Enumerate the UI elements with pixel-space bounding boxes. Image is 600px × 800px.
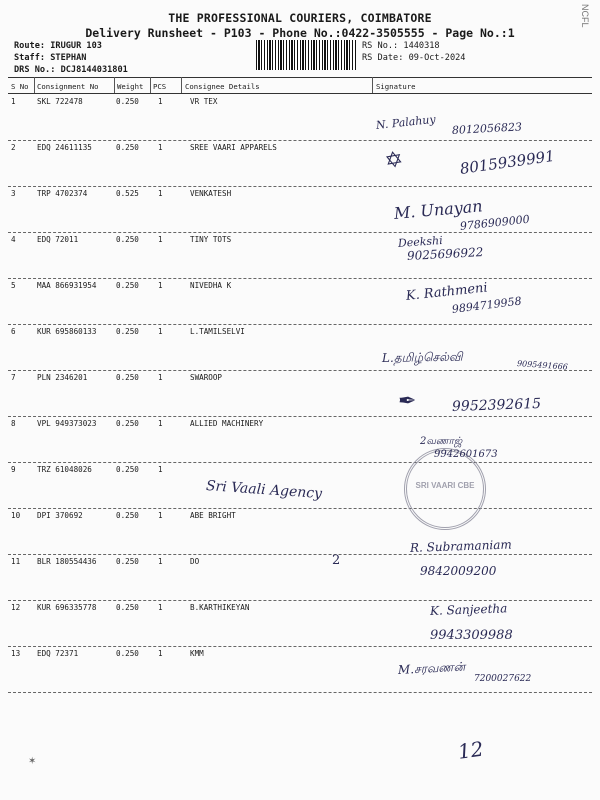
row-weight: 0.525 — [116, 189, 139, 198]
row-weight: 0.250 — [116, 327, 139, 336]
row-consignment: VPL 949373023 — [37, 419, 97, 428]
row-weight: 0.250 — [116, 235, 139, 244]
row-weight: 0.250 — [116, 649, 139, 658]
table-row — [8, 417, 592, 463]
staff-label: Staff: STEPHAN — [14, 53, 87, 63]
phone-row-6: 9095491666 — [516, 359, 569, 372]
signature-row-4: Deekshi — [397, 233, 444, 250]
company-stamp — [404, 448, 486, 530]
row-consignment: KUR 695860133 — [37, 327, 97, 336]
row-sno: 5 — [11, 281, 16, 290]
row-consignee: SWAROOP — [190, 373, 223, 382]
row-consignment: TRZ 61048026 — [37, 465, 92, 474]
row-consignee: VR TEX — [190, 97, 218, 106]
table-top-rule — [8, 77, 592, 78]
company-title: THE PROFESSIONAL COURIERS, COIMBATORE — [168, 11, 432, 25]
row-consignee: VENKATESH — [190, 189, 232, 198]
phone-row-11: 9842009200 — [420, 564, 497, 578]
row-consignee: TINY TOTS — [190, 235, 232, 244]
table-row — [8, 555, 592, 601]
row-consignment: EDQ 72371 — [37, 649, 79, 658]
stamp-text: SRI VAARI CBE — [415, 481, 475, 490]
row-pcs: 1 — [158, 327, 163, 336]
row-consignee: DO — [190, 557, 200, 566]
row-pcs: 1 — [158, 511, 163, 520]
row-consignee: L.TAMILSELVI — [190, 327, 245, 336]
signature-row-8: 2வணாஜ் — [420, 436, 463, 447]
col-consignee: Consignee Details — [185, 82, 260, 91]
row-weight: 0.250 — [116, 419, 139, 428]
row-consignment: EDQ 72011 — [37, 235, 79, 244]
signature-row-9: Sri Vaali Agency — [205, 478, 323, 503]
rs-date: RS Date: 09-Oct-2024 — [362, 53, 466, 63]
row-sno: 11 — [11, 557, 21, 566]
row-pcs: 1 — [158, 235, 163, 244]
table-row — [8, 647, 592, 693]
row-pcs: 1 — [158, 557, 163, 566]
row-weight: 0.250 — [116, 373, 139, 382]
col-signature: Signature — [376, 82, 416, 91]
row-consignee: NIVEDHA K — [190, 281, 232, 290]
scribble-signature-row-2: ✡ — [382, 146, 406, 175]
col-pcs: PCS — [153, 82, 167, 91]
row-sno: 2 — [11, 143, 16, 152]
row-weight: 0.250 — [116, 143, 139, 152]
row-sno: 7 — [11, 373, 16, 382]
phone-row-12: 9943309988 — [430, 628, 513, 643]
table-header-rule — [8, 93, 592, 94]
row-pcs: 1 — [158, 189, 163, 198]
row-pcs: 1 — [158, 649, 163, 658]
row-sno: 8 — [11, 419, 16, 428]
route-label: Route: IRUGUR 103 — [14, 41, 102, 51]
row-pcs: 1 — [158, 281, 163, 290]
margin-mark: NCFL — [580, 4, 590, 28]
col-divider — [372, 77, 373, 93]
rs-number: RS No.: 1440318 — [362, 41, 440, 51]
row-consignment: BLR 180554436 — [37, 557, 97, 566]
row-weight: 0.250 — [116, 97, 139, 106]
row-consignee: B.KARTHIKEYAN — [190, 603, 250, 612]
row-consignment: DPI 370692 — [37, 511, 83, 520]
row-pcs: 1 — [158, 143, 163, 152]
row-sno: 3 — [11, 189, 16, 198]
row-consignment: SKL 722478 — [37, 97, 83, 106]
row-pcs: 1 — [158, 97, 163, 106]
row-pcs: 1 — [158, 603, 163, 612]
row-consignment: PLN 2346201 — [37, 373, 88, 382]
phone-row-13: 7200027622 — [474, 674, 532, 684]
row-consignee: SREE VAARI APPARELS — [190, 143, 277, 152]
col-divider — [114, 77, 115, 93]
row-sno: 9 — [11, 465, 16, 474]
barcode — [256, 40, 356, 70]
row-consignment: TRP 4702374 — [37, 189, 88, 198]
phone-row-2: 8015939991 — [458, 146, 556, 178]
phone-row-4: 9025696922 — [406, 245, 484, 263]
row-weight: 0.250 — [116, 281, 139, 290]
row-sno: 4 — [11, 235, 16, 244]
row-pcs: 1 — [158, 465, 163, 474]
page-total-mark: 12 — [456, 736, 485, 764]
scribble-signature-row-7: ✒ — [398, 389, 417, 414]
runsheet-subtitle: Delivery Runsheet - P103 - Phone No.:0422-3505555 - Page No.:1 — [85, 26, 515, 40]
signature-row-3: M. Unayan — [393, 196, 484, 223]
phone-row-5: 9894719958 — [451, 294, 523, 316]
drs-number: DRS No.: DCJ8144031801 — [14, 65, 128, 75]
signature-row-11: R. Subramaniam — [409, 537, 513, 555]
signature-row-6: L.தமிழ்செல்வி — [381, 349, 463, 365]
table-row — [8, 325, 592, 371]
row-sno: 12 — [11, 603, 21, 612]
col-sno: S No — [11, 82, 29, 91]
row-weight: 0.250 — [116, 557, 139, 566]
phone-row-8: 9942601673 — [434, 449, 498, 460]
row-sno: 13 — [11, 649, 21, 658]
signature-row-12: K. Sanjeetha — [429, 601, 508, 618]
signature-row-1: N. Palahuy — [375, 112, 437, 132]
col-weight: Weight — [117, 82, 144, 91]
col-divider — [34, 77, 35, 93]
smudge-mark: ✶ — [28, 756, 37, 767]
signature-row-13: M.சரவணன் — [397, 659, 466, 677]
phone-row-7: 9952392615 — [451, 395, 542, 415]
col-divider — [181, 77, 182, 93]
row-divider — [8, 692, 592, 693]
row-weight: 0.250 — [116, 511, 139, 520]
row-sno: 6 — [11, 327, 16, 336]
row-pcs: 1 — [158, 419, 163, 428]
circled-mark-row-11: 2 — [332, 553, 341, 568]
row-consignee: ABE BRIGHT — [190, 511, 236, 520]
row-sno: 1 — [11, 97, 16, 106]
row-weight: 0.250 — [116, 603, 139, 612]
row-sno: 10 — [11, 511, 21, 520]
table-row — [8, 233, 592, 279]
row-consignment: KUR 696335778 — [37, 603, 97, 612]
col-consignment: Consignment No — [37, 82, 99, 91]
signature-row-5: K. Rathmeni — [405, 280, 489, 304]
row-pcs: 1 — [158, 373, 163, 382]
col-divider — [150, 77, 151, 93]
row-weight: 0.250 — [116, 465, 139, 474]
row-consignment: MAA 866931954 — [37, 281, 97, 290]
phone-row-1: 8012056823 — [451, 120, 523, 137]
row-consignment: EDQ 24611135 — [37, 143, 92, 152]
row-consignee: ALLIED MACHINERY — [190, 419, 264, 428]
phone-row-3: 9786909000 — [459, 212, 531, 233]
row-consignee: KMM — [190, 649, 204, 658]
